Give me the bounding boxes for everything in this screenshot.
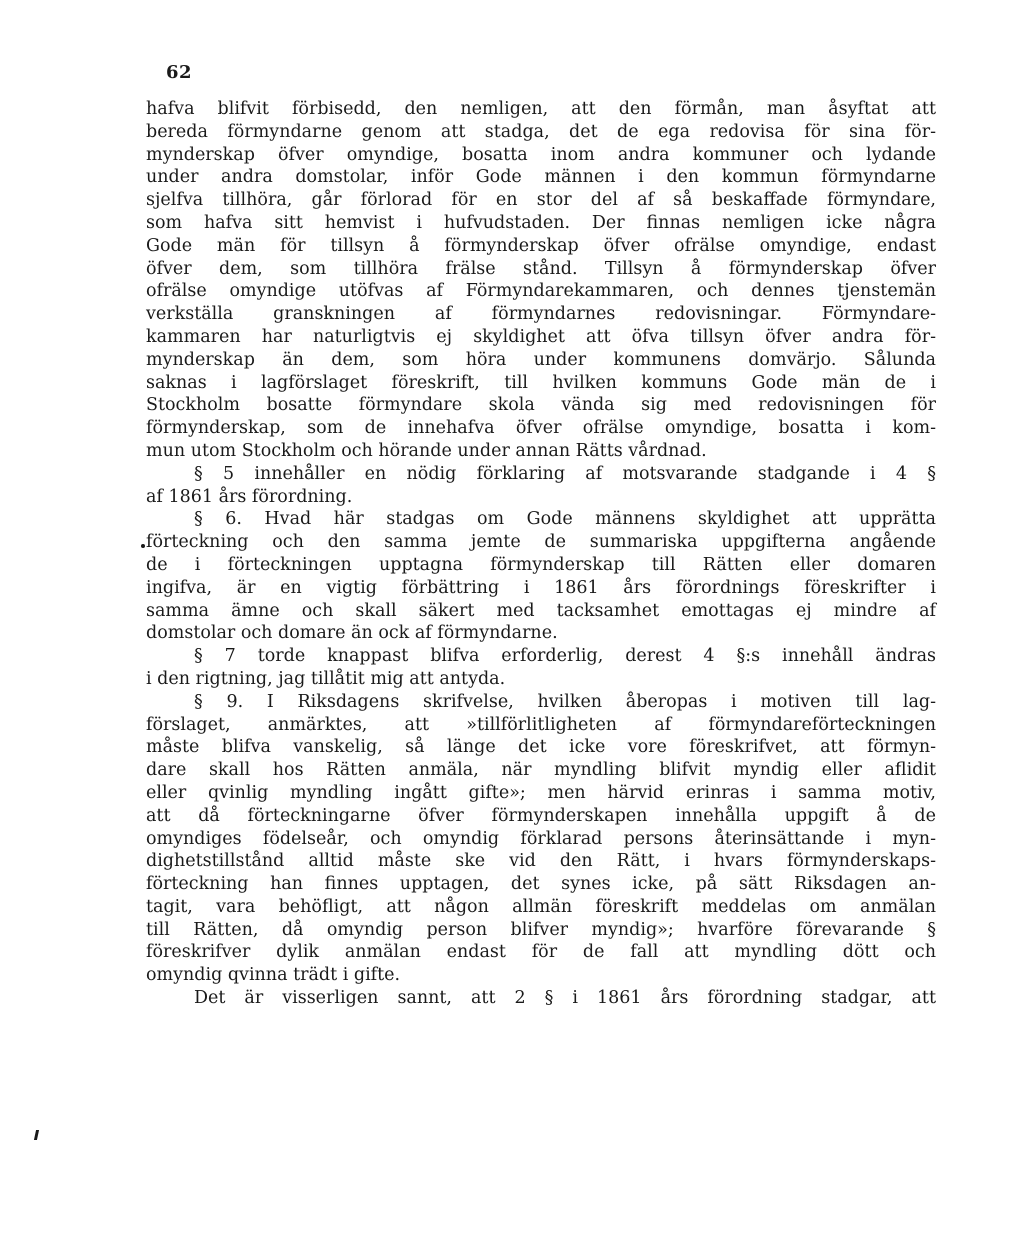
text-line: § 7 torde knappast blifva erforderlig, derest 4 §:s innehåll ändras: [194, 646, 936, 667]
text-line: förslaget, anmärktes, att »tillförlitligheten af förmyndareförteckningen: [146, 714, 936, 735]
text-line: Stockholm bosatte förmyndare skola vända sig med redovisningen för: [146, 395, 936, 416]
text-line: af 1861 års förordning.: [146, 486, 353, 507]
text-line: som hafva sitt hemvist i hufvudstaden. Der finnas nemligen icke några: [146, 212, 936, 233]
text-line: måste blifva vanskelig, så länge det icke vore föreskrifvet, att förmyn-: [146, 737, 936, 758]
text-line: ofrälse omyndige utöfvas af Förmyndarekammaren, och dennes tjenstemän: [146, 281, 936, 302]
text-line: dighetstillstånd alltid måste ske vid den Rätt, i hvars förmynderskaps-: [146, 851, 936, 872]
text-line: sjelfva tillhöra, går förlorad för en stor del af så beskaffade förmyndare,: [146, 190, 936, 211]
text-line: ingifva, är en vigtig förbättring i 1861 års förordnings föreskrifter i: [146, 577, 936, 598]
text-line: eller qvinlig myndling ingått gifte»; men härvid erinras i samma motiv,: [146, 782, 936, 803]
text-line: § 6. Hvad här stadgas om Gode männens skyldighet att upprätta: [194, 509, 936, 530]
text-line: till Rätten, då omyndig person blifver myndig»; hvarföre förevarande §: [146, 919, 936, 940]
text-line: kammaren har naturligtvis ej skyldighet att öfva tillsyn öfver andra för-: [146, 326, 936, 347]
margin-dot-mark: [141, 544, 145, 548]
text-line: förteckning han finnes upptagen, det synes icke, på sätt Riksdagen an-: [146, 874, 936, 895]
text-line: verkställa granskningen af förmyndarnes redovisningar. Förmyndare-: [146, 304, 936, 325]
text-line: hafva blifvit förbisedd, den nemligen, att den förmån, man åsyftat att: [146, 99, 936, 119]
text-line: Det är visserligen sannt, att 2 § i 1861 års förordning stadgar, att: [194, 988, 936, 1009]
text-line: mynderskap än dem, som höra under kommunens domvärjo. Sålunda: [146, 349, 936, 370]
text-line: mun utom Stockholm och hörande under annan Rätts vårdnad.: [146, 440, 707, 461]
text-line: omyndig qvinna trädt i gifte.: [146, 965, 401, 986]
body-text: [146, 98, 936, 1010]
text-line: föreskrifver dylik anmälan endast för de fall att myndling dött och: [146, 942, 936, 963]
text-line: Gode män för tillsyn å förmynderskap öfver ofrälse omyndige, endast: [146, 235, 936, 256]
text-line: de i förteckningen upptagna förmynderskap till Rätten eller domaren: [146, 554, 936, 575]
text-line: tagit, vara behöfligt, att någon allmän föreskrift meddelas om anmälan: [146, 896, 936, 917]
text-line: mynderskap öfver omyndige, bosatta inom andra kommuner och lydande: [146, 144, 936, 165]
text-line: öfver dem, som tillhöra frälse stånd. Tillsyn å förmynderskap öfver: [146, 258, 936, 279]
text-line: § 5 innehåller en nödig förklaring af motsvarande stadgande i 4 §: [194, 463, 936, 484]
text-line: under andra domstolar, inför Gode männen i den kommun förmyndarne: [146, 167, 936, 188]
text-line: domstolar och domare än ock af förmyndarne.: [146, 623, 558, 644]
text-line: att då förteckningarne öfver förmynderskapen innehålla uppgift å de: [146, 805, 936, 826]
text-line: bereda förmyndarne genom att stadga, det de ega redovisa för sina för-: [146, 121, 936, 142]
text-line: dare skall hos Rätten anmäla, när myndling blifvit myndig eller aflidit: [146, 760, 936, 781]
text-line: förteckning och den samma jemte de summariska uppgifterna angående: [146, 532, 936, 553]
text-line: § 9. I Riksdagens skrifvelse, hvilken åberopas i motiven till lag-: [194, 691, 936, 712]
text-line: förmynderskap, som de innehafva öfver ofrälse omyndige, bosatta i kom-: [146, 418, 936, 439]
text-line: omyndiges födelseår, och omyndig förklarad persons återinsättande i myn-: [146, 828, 936, 849]
text-line: samma ämne och skall säkert med tacksamhet emottagas ej mindre af: [146, 600, 936, 621]
text-line: i den rigtning, jag tillåtit mig att antyda.: [146, 668, 506, 689]
page-number: 62: [166, 62, 193, 83]
text-line: saknas i lagförslaget föreskrift, till hvilken kommuns Gode män de i: [146, 372, 936, 393]
margin-edge-mark: [34, 1130, 39, 1140]
